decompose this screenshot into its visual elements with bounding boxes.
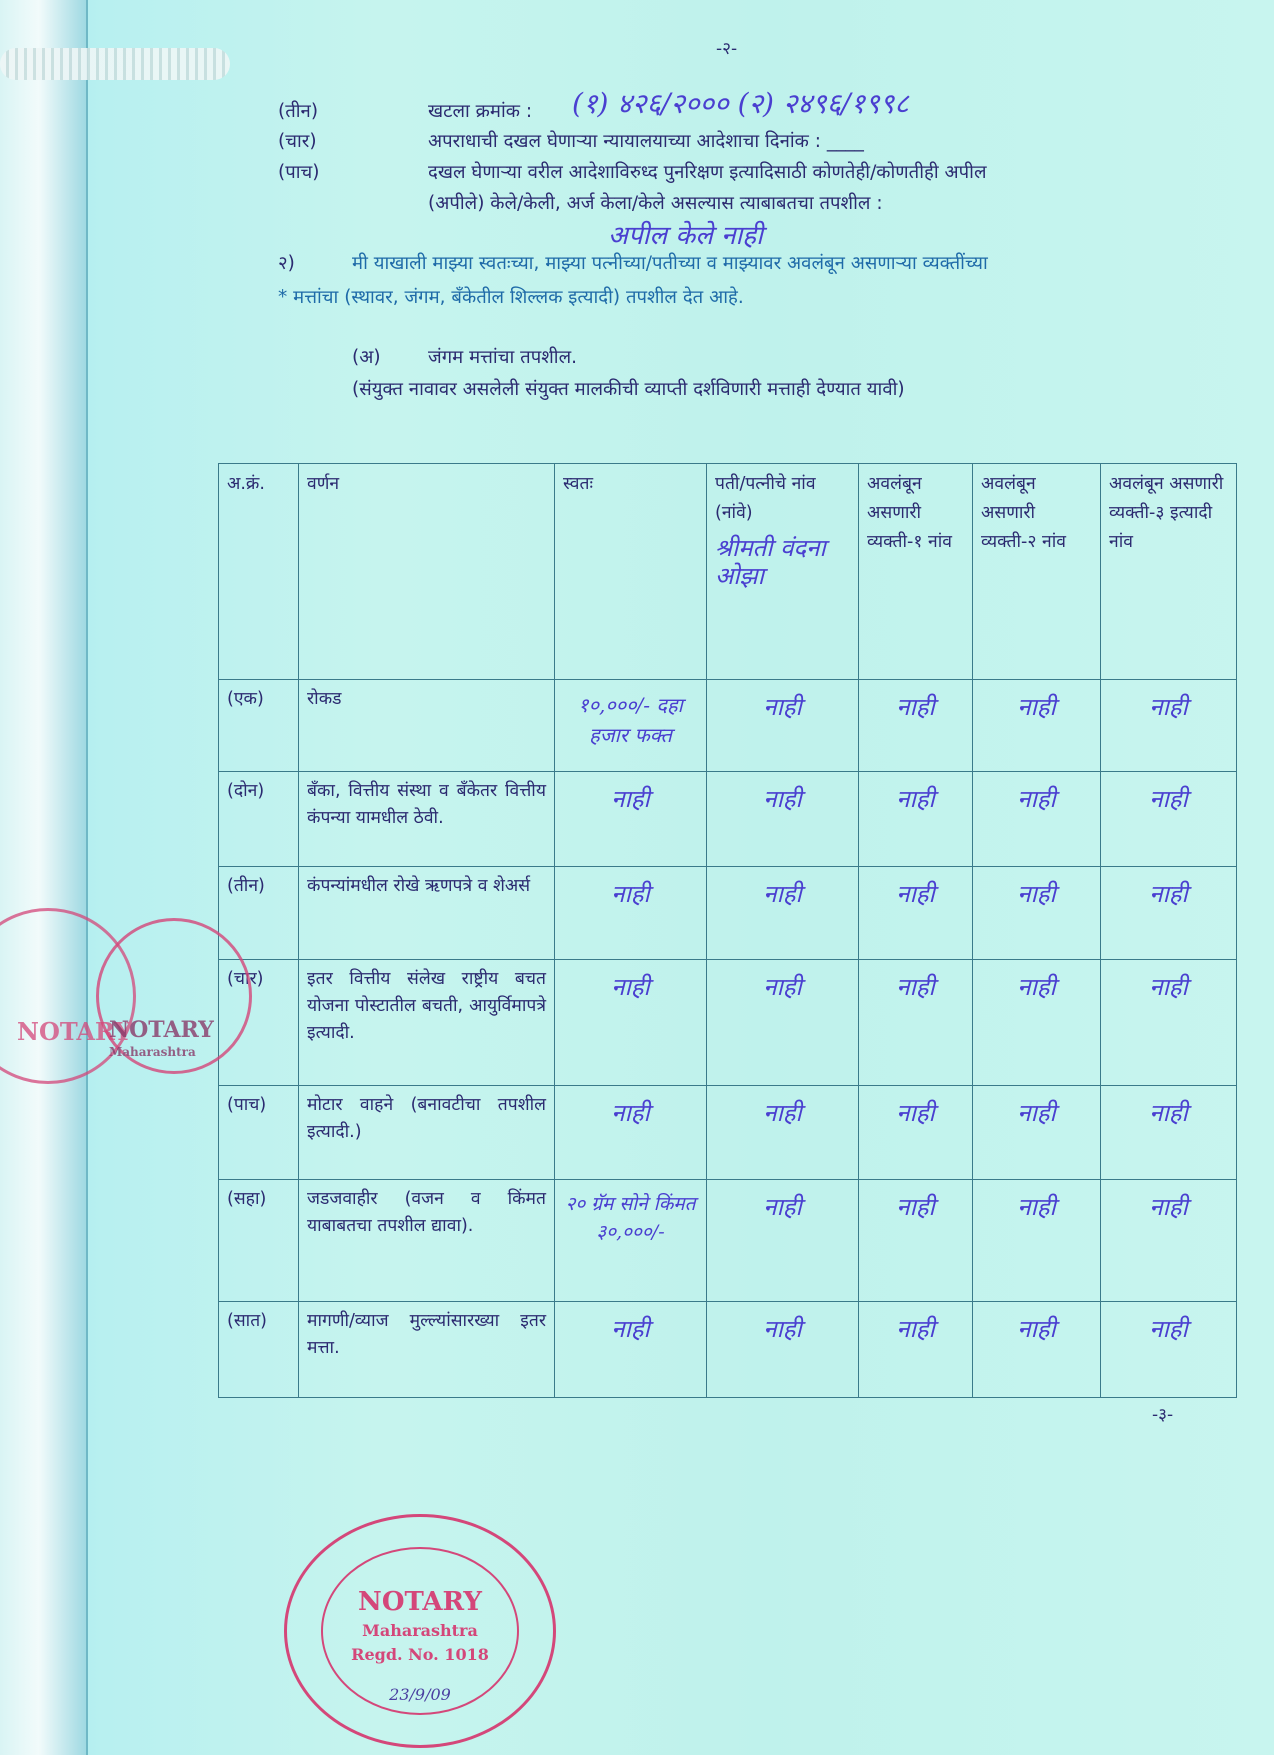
row-dep1: नाही (859, 1086, 973, 1180)
row-self: नाही (555, 960, 707, 1086)
stamp-mid-state: Maharashtra (109, 1045, 196, 1059)
row-dep2: नाही (973, 772, 1101, 867)
row-spouse: नाही (707, 867, 859, 960)
table-row (219, 1086, 1237, 1180)
row-dep1: नाही (859, 1180, 973, 1302)
row-sr: (चार) (219, 960, 299, 1086)
appeal-handwritten: अपील केले नाही (608, 221, 763, 251)
row-self: नाही (555, 1302, 707, 1398)
item-3-label: खटला क्रमांक : (428, 101, 533, 122)
row-desc: बँका, वित्तीय संस्था व बँकेतर वित्तीय कंपन्या यामधील ठेवी. (299, 772, 555, 867)
header-dep3: अवलंबून असणारी व्यक्ती-३ इत्यादी नांव (1101, 464, 1237, 680)
row-self: १०,०००/- दहा हजार फक्त (555, 680, 707, 772)
row-dep3: नाही (1101, 960, 1237, 1086)
row-sr: (पाच) (219, 1086, 299, 1180)
row-sr: (सात) (219, 1302, 299, 1398)
row-dep1: नाही (859, 960, 973, 1086)
item-5-label-line2: (अपीले) केले/केली, अर्ज केला/केले असल्यास त्याबाबतचा तपशील : (428, 193, 883, 214)
row-self: नाही (555, 772, 707, 867)
stamp-title: NOTARY (358, 1587, 482, 1617)
bottom-page-number: -३- (1152, 1405, 1174, 1425)
row-dep1: नाही (859, 867, 973, 960)
row-dep2: नाही (973, 960, 1101, 1086)
header-desc: वर्णन (299, 464, 555, 680)
table-row (219, 1302, 1237, 1398)
header-sr: अ.क्रं. (219, 464, 299, 680)
section-2-num: २) (278, 253, 295, 274)
row-spouse: नाही (707, 772, 859, 867)
row-desc: कंपन्यांमधील रोखे ऋणपत्रे व शेअर्स (299, 867, 555, 960)
row-dep2: नाही (973, 1180, 1101, 1302)
row-sr: (दोन) (219, 772, 299, 867)
row-dep3: नाही (1101, 1180, 1237, 1302)
row-desc: जडजवाहीर (वजन व किंमत याबाबतचा तपशील द्यावा). (299, 1180, 555, 1302)
row-spouse: नाही (707, 1086, 859, 1180)
row-desc: मोटार वाहने (बनावटीचा तपशील इत्यादी.) (299, 1086, 555, 1180)
table-row (219, 1180, 1237, 1302)
row-desc: इतर वित्तीय संलेख राष्ट्रीय बचत योजना पोस्टातील बचती, आयुर्विमापत्रे इत्यादी. (299, 960, 555, 1086)
table-row (219, 960, 1237, 1086)
section-2-line1: मी याखाली माझ्या स्वतःच्या, माझ्या पत्नीच्या/पतीच्या व माझ्यावर अवलंबून असणाऱ्या व्यक्तींच्या (352, 253, 988, 274)
row-desc: रोकड (299, 680, 555, 772)
section-2-line2: * मत्तांचा (स्थावर, जंगम, बँकेतील शिल्लक इत्यादी) तपशील देत आहे. (278, 287, 744, 308)
row-self: नाही (555, 1086, 707, 1180)
row-dep3: नाही (1101, 867, 1237, 960)
row-sr: (तीन) (219, 867, 299, 960)
item-4-label: अपराधाची दखल घेणाऱ्या न्यायालयाच्या आदेशाचा दिनांक : ____ (428, 131, 864, 152)
header-spouse-label: पती/पत्नीचे नांव (नांवे) (715, 474, 816, 523)
movable-assets-table (218, 463, 1237, 1398)
table-header-row (219, 464, 1237, 680)
binding-strip (0, 0, 88, 1755)
row-dep2: नाही (973, 1086, 1101, 1180)
row-dep3: नाही (1101, 772, 1237, 867)
row-dep1: नाही (859, 1302, 973, 1398)
row-self: नाही (555, 867, 707, 960)
subsection-num: (अ) (352, 347, 381, 368)
row-dep2: नाही (973, 1302, 1101, 1398)
row-dep1: नाही (859, 680, 973, 772)
table-row (219, 772, 1237, 867)
row-spouse: नाही (707, 1302, 859, 1398)
subsection-note: (संयुक्त नावावर असलेली संयुक्त मालकीची व्याप्ती दर्शविणारी मत्ताही देण्यात यावी) (352, 379, 905, 400)
stamp-state: Maharashtra (362, 1621, 478, 1640)
row-self: २० ग्रॅम सोने किंमत ३०,०००/- (555, 1180, 707, 1302)
table-row (219, 680, 1237, 772)
row-dep1: नाही (859, 772, 973, 867)
stamp-mid-title: NOTARY (109, 1017, 214, 1043)
row-sr: (सहा) (219, 1180, 299, 1302)
stamp-date-handwritten: 23/9/09 (389, 1685, 451, 1704)
row-dep3: नाही (1101, 1086, 1237, 1180)
row-spouse: नाही (707, 960, 859, 1086)
item-5-label-line1: दखल घेणाऱ्या वरील आदेशाविरुध्द पुनरिक्षण इत्यादिसाठी कोणतेही/कोणतीही अपील (428, 162, 987, 183)
stamp-left-title: NOTARY (17, 1017, 132, 1046)
row-desc: मागणी/व्याज मुल्ल्यांसारख्या इतर मत्ता. (299, 1302, 555, 1398)
notary-stamp-bottom (284, 1514, 556, 1748)
case-number-handwritten: (१) ४२६/२००० (२) २४९६/१९९८ (572, 87, 909, 120)
row-dep3: नाही (1101, 680, 1237, 772)
row-dep2: नाही (973, 680, 1101, 772)
table-row (219, 867, 1237, 960)
header-dep2: अवलंबून असणारी व्यक्ती-२ नांव (973, 464, 1101, 680)
row-dep3: नाही (1101, 1302, 1237, 1398)
spouse-name-handwritten: श्रीमती वंदना ओझा (715, 534, 826, 590)
row-sr: (एक) (219, 680, 299, 772)
item-4-num: (चार) (278, 131, 317, 152)
notary-stamp-mid (96, 918, 252, 1074)
stamp-regd: Regd. No. 1018 (351, 1645, 489, 1664)
row-dep2: नाही (973, 867, 1101, 960)
binding-cord (0, 48, 230, 80)
row-spouse: नाही (707, 1180, 859, 1302)
item-5-num: (पाच) (278, 162, 320, 183)
header-spouse (707, 464, 859, 680)
header-dep1: अवलंबून असणारी व्यक्ती-१ नांव (859, 464, 973, 680)
top-page-number: -२- (716, 39, 738, 59)
header-self: स्वतः (555, 464, 707, 680)
row-spouse: नाही (707, 680, 859, 772)
subsection-title: जंगम मत्तांचा तपशील. (428, 347, 577, 368)
item-3-num: (तीन) (278, 101, 319, 122)
